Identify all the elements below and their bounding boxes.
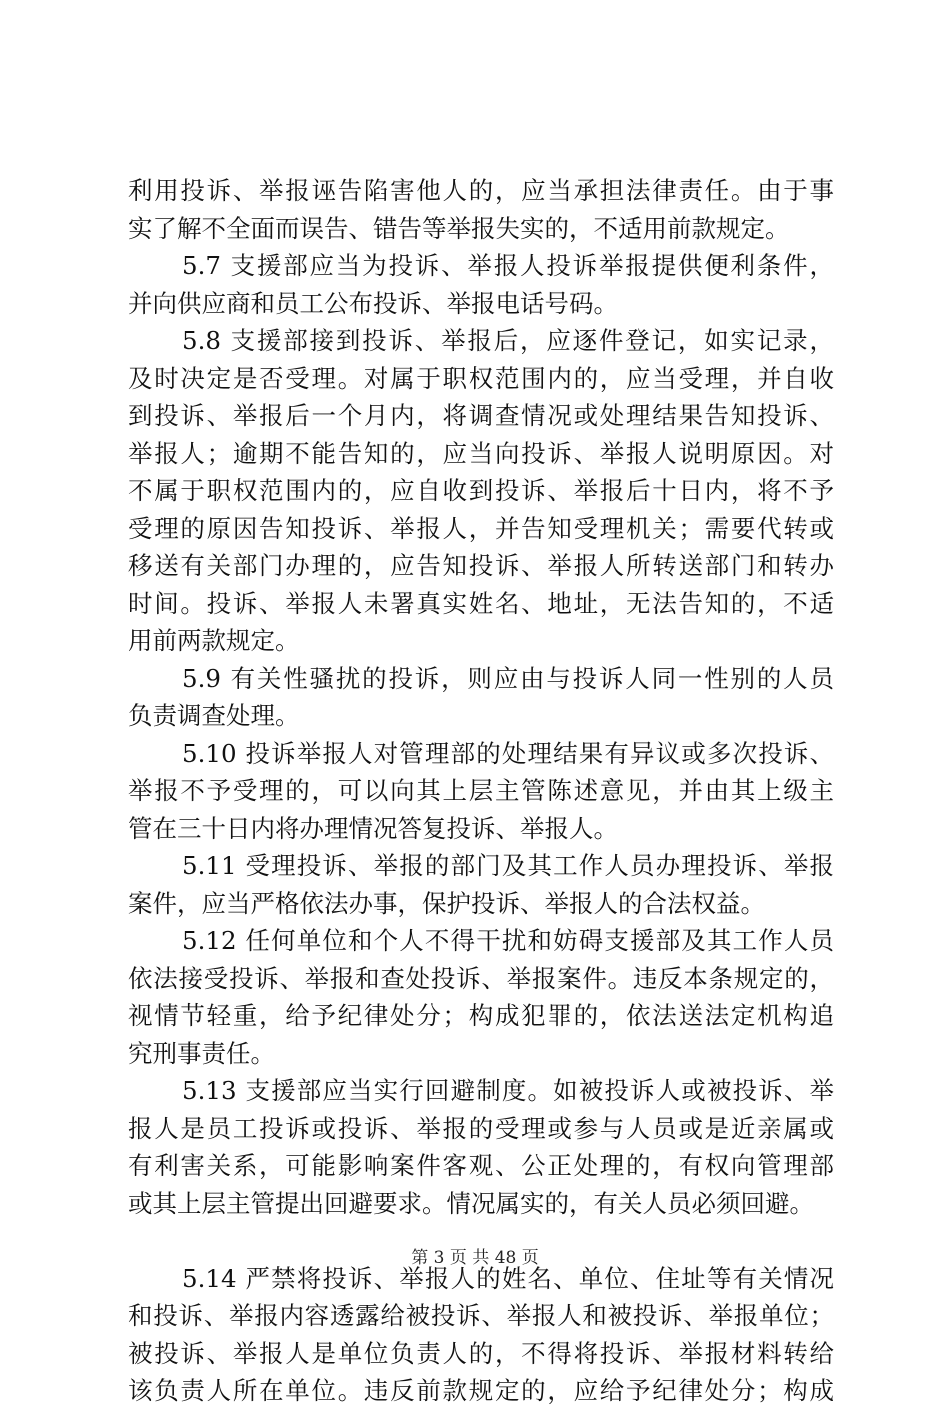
text-line: 不属于职权范围内的，应自收到投诉、举报后十日内，将不予 bbox=[128, 476, 834, 505]
text-line: 5.9 有关性骚扰的投诉，则应由与投诉人同一性别的人员 bbox=[182, 663, 834, 693]
text-line: 及时决定是否受理。对属于职权范围内的，应当受理，并自收 bbox=[128, 363, 834, 393]
text-line: 依法接受投诉、举报和查处投诉、举报案件。违反本条规定的， bbox=[128, 963, 834, 993]
text-line: 5.10 投诉举报人对管理部的处理结果有异议或多次投诉、 bbox=[182, 738, 834, 768]
text-line: 和投诉、举报内容透露给被投诉、举报人和被投诉、举报单位； bbox=[128, 1301, 834, 1330]
text-line: 到投诉、举报后一个月内，将调查情况或处理结果告知投诉、 bbox=[128, 401, 834, 430]
text-line: 举报人；逾期不能告知的，应当向投诉、举报人说明原因。对 bbox=[128, 438, 834, 468]
text-line: 有利害关系，可能影响案件客观、公正处理的，有权向管理部 bbox=[128, 1151, 834, 1180]
text-line: 5.13 支援部应当实行回避制度。如被投诉人或被投诉、举 bbox=[182, 1076, 834, 1105]
text-line: 时间。投诉、举报人未署真实姓名、地址，无法告知的，不适 bbox=[128, 588, 834, 618]
page-number-footer: 第 3 页 共 48 页 bbox=[411, 1248, 539, 1268]
text-line: 受理的原因告知投诉、举报人，并告知受理机关；需要代转或 bbox=[128, 513, 834, 543]
text-line: 视情节轻重，给予纪律处分；构成犯罪的，依法送法定机构追 bbox=[128, 1001, 834, 1030]
text-line: 案件，应当严格依法办事，保护投诉、举报人的合法权益。 bbox=[128, 888, 765, 918]
text-line: 管在三十日内将办理情况答复投诉、举报人。 bbox=[128, 813, 618, 843]
text-line: 被投诉、举报人是单位负责人的，不得将投诉、举报材料转给 bbox=[128, 1338, 834, 1368]
text-line: 5.11 受理投诉、举报的部门及其工作人员办理投诉、举报 bbox=[182, 851, 834, 880]
text-line: 5.8 支援部接到投诉、举报后，应逐件登记，如实记录， bbox=[182, 326, 834, 355]
text-line: 报人是员工投诉或投诉、举报的受理或参与人员或是近亲属或 bbox=[128, 1113, 834, 1143]
text-line: 用前两款规定。 bbox=[128, 626, 300, 655]
text-line: 移送有关部门办理的，应告知投诉、举报人所转送部门和转办 bbox=[128, 551, 834, 580]
text-line: 或其上层主管提出回避要求。情况属实的，有关人员必须回避。 bbox=[128, 1188, 814, 1218]
text-line: 5.7 支援部应当为投诉、举报人投诉举报提供便利条件， bbox=[182, 251, 834, 280]
text-line: 该负责人所在单位。违反前款规定的，应给予纪律处分；构成 bbox=[128, 1376, 834, 1405]
text-line: 负责调查处理。 bbox=[128, 701, 300, 730]
text-line: 举报不予受理的，可以向其上层主管陈述意见，并由其上级主 bbox=[128, 776, 834, 805]
text-line: 5.12 任何单位和个人不得干扰和妨碍支援部及其工作人员 bbox=[182, 926, 834, 955]
text-line: 5.14 严禁将投诉、举报人的姓名、单位、住址等有关情况 bbox=[182, 1263, 834, 1293]
text-line: 并向供应商和员工公布投诉、举报电话号码。 bbox=[128, 288, 618, 318]
text-line: 究刑事责任。 bbox=[128, 1038, 275, 1068]
text-line: 利用投诉、举报诬告陷害他人的，应当承担法律责任。由于事 bbox=[128, 176, 834, 205]
document-body bbox=[128, 172, 834, 1410]
text-line: 实了解不全面而误告、错告等举报失实的，不适用前款规定。 bbox=[128, 213, 790, 243]
